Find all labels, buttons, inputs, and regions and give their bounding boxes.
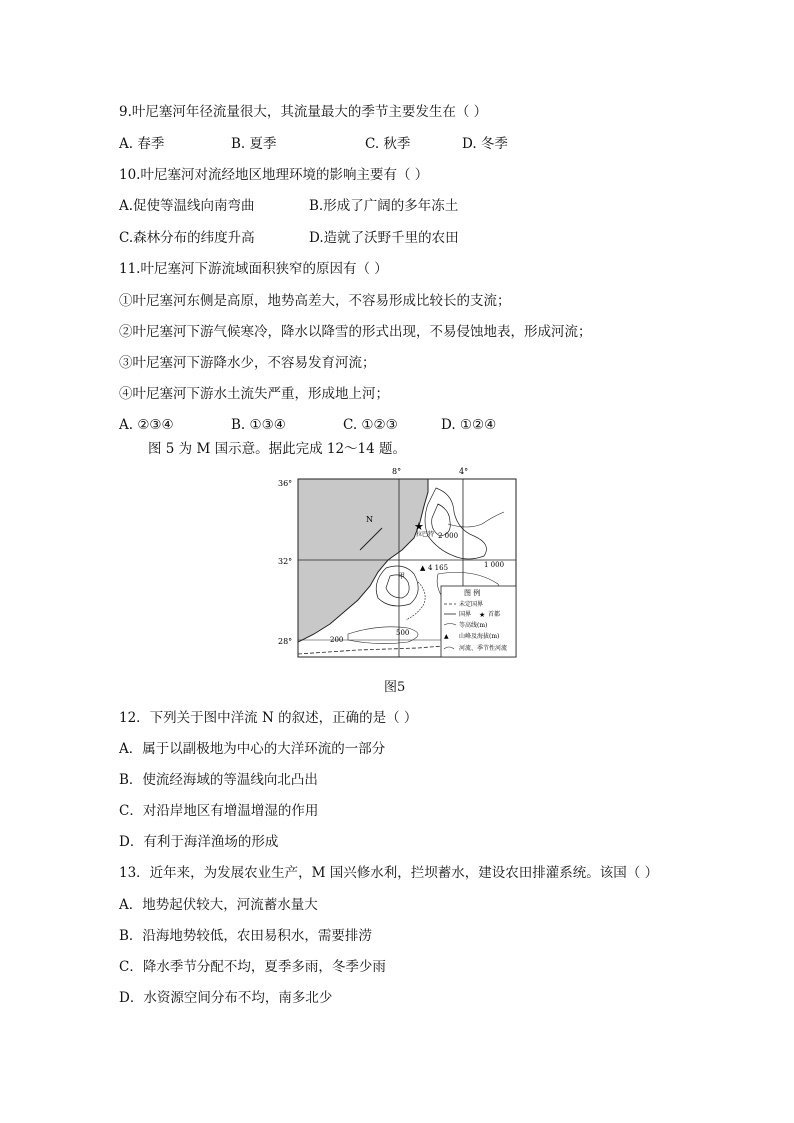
current-label-n: N: [366, 515, 373, 524]
peak-label: 4 165: [428, 564, 449, 572]
q11-stem: 11.叶尼塞河下游流域面积狭窄的原因有（ ）: [119, 261, 388, 277]
map-svg: [278, 464, 518, 660]
q9-option-a: A. 春季: [119, 136, 165, 152]
legend-item-undetermined-border: 未定国界: [459, 601, 484, 608]
map-intro: 图 5 为 M 国示意。据此完成 12～14 题。: [148, 441, 407, 457]
q12-option-d: D．有利于海洋渔场的形成: [119, 834, 279, 850]
map-legend: [441, 586, 516, 657]
legend-title: 图 例: [464, 589, 481, 597]
q13-stem: 13．近年来，为发展农业生产，M 国兴修水利，拦坝蓄水，建设农田排灌系统。该国（ ）: [119, 865, 659, 881]
map-figure: [278, 464, 518, 660]
legend-capital-star-icon: ★: [479, 611, 486, 619]
q13-option-d: D．水资源空间分布不均，南多北少: [119, 990, 333, 1006]
q10-option-d: D.造就了沃野千里的农田: [309, 230, 459, 246]
capital-star-icon: ★: [414, 520, 424, 533]
q12-option-a: A．属于以副极地为中心的大洋环流的一部分: [119, 741, 386, 757]
q11-option-d: D. ①②④: [441, 417, 497, 433]
capital-label: 拉巴特: [416, 531, 435, 538]
figure-caption: 图5: [384, 680, 406, 695]
q9-option-b: B. 夏季: [231, 136, 277, 152]
legend-item-border: 国界: [459, 611, 472, 618]
q10-option-b: B.形成了广阔的多年冻土: [309, 198, 459, 214]
legend-peak-triangle-icon: ▲: [444, 633, 449, 640]
q13-option-c: C．降水季节分配不均，夏季多雨，冬季少雨: [119, 959, 386, 975]
legend-item-river: 河流、季节性河流: [459, 645, 508, 652]
q13-option-b: B．沿海地势较低，农田易积水，需要排涝: [119, 928, 372, 944]
q10-option-a: A.促使等温线向南弯曲: [119, 198, 255, 214]
q12-option-c: C．对沿岸地区有增温增湿的作用: [119, 803, 319, 819]
contour-label-2000: 2 000: [438, 532, 459, 540]
q11-option-a: A. ②③④: [119, 417, 174, 433]
q9-option-d: D. 冬季: [462, 136, 508, 152]
q11-statement-1: ①叶尼塞河东侧是高原，地势高差大，不容易形成比较长的支流；: [119, 293, 511, 309]
q11-option-b: B. ①③④: [231, 417, 286, 433]
q9-option-c: C. 秋季: [365, 136, 411, 152]
peak-triangle-icon: ▲: [420, 564, 426, 572]
q11-statement-3: ③叶尼塞河下游降水少，不容易发育河流；: [119, 355, 376, 371]
q10-stem: 10.叶尼塞河对流经地区地理环境的影响主要有（ ）: [119, 167, 429, 183]
q12-option-b: B．使流经海域的等温线向北凸出: [119, 772, 318, 788]
contour-label-200: 200: [330, 636, 344, 644]
legend-item-contour: 等高线(m): [459, 622, 488, 629]
lat-label-28: 28°: [278, 637, 293, 646]
jia-label: 甲: [398, 572, 405, 580]
contour-label-500: 500: [396, 629, 410, 637]
legend-item-capital: 首都: [488, 611, 501, 618]
lat-label-36: 36°: [278, 479, 293, 488]
q12-stem: 12．下列关于图中洋流 N 的叙述，正确的是（ ）: [119, 710, 418, 726]
q11-option-c: C. ①②③: [343, 417, 398, 433]
lat-label-32: 32°: [278, 557, 293, 566]
contour-label-1000: 1 000: [484, 561, 505, 569]
lon-label-8: 8°: [392, 467, 402, 476]
q10-option-c: C.森林分布的纬度升高: [119, 230, 255, 246]
lon-label-4: 4°: [459, 467, 469, 476]
q11-statement-4: ④叶尼塞河下游水土流失严重，形成地上河；: [119, 386, 389, 402]
q9-stem: 9.叶尼塞河年径流量很大，其流量最大的季节主要发生在（ ）: [119, 104, 488, 120]
q13-option-a: A．地势起伏较大，河流蓄水量大: [119, 897, 318, 913]
q11-statement-2: ②叶尼塞河下游气候寒冷，降水以降雪的形式出现，不易侵蚀地表，形成河流；: [119, 324, 592, 340]
legend-item-peak: 山峰及海拔(m): [459, 633, 500, 640]
